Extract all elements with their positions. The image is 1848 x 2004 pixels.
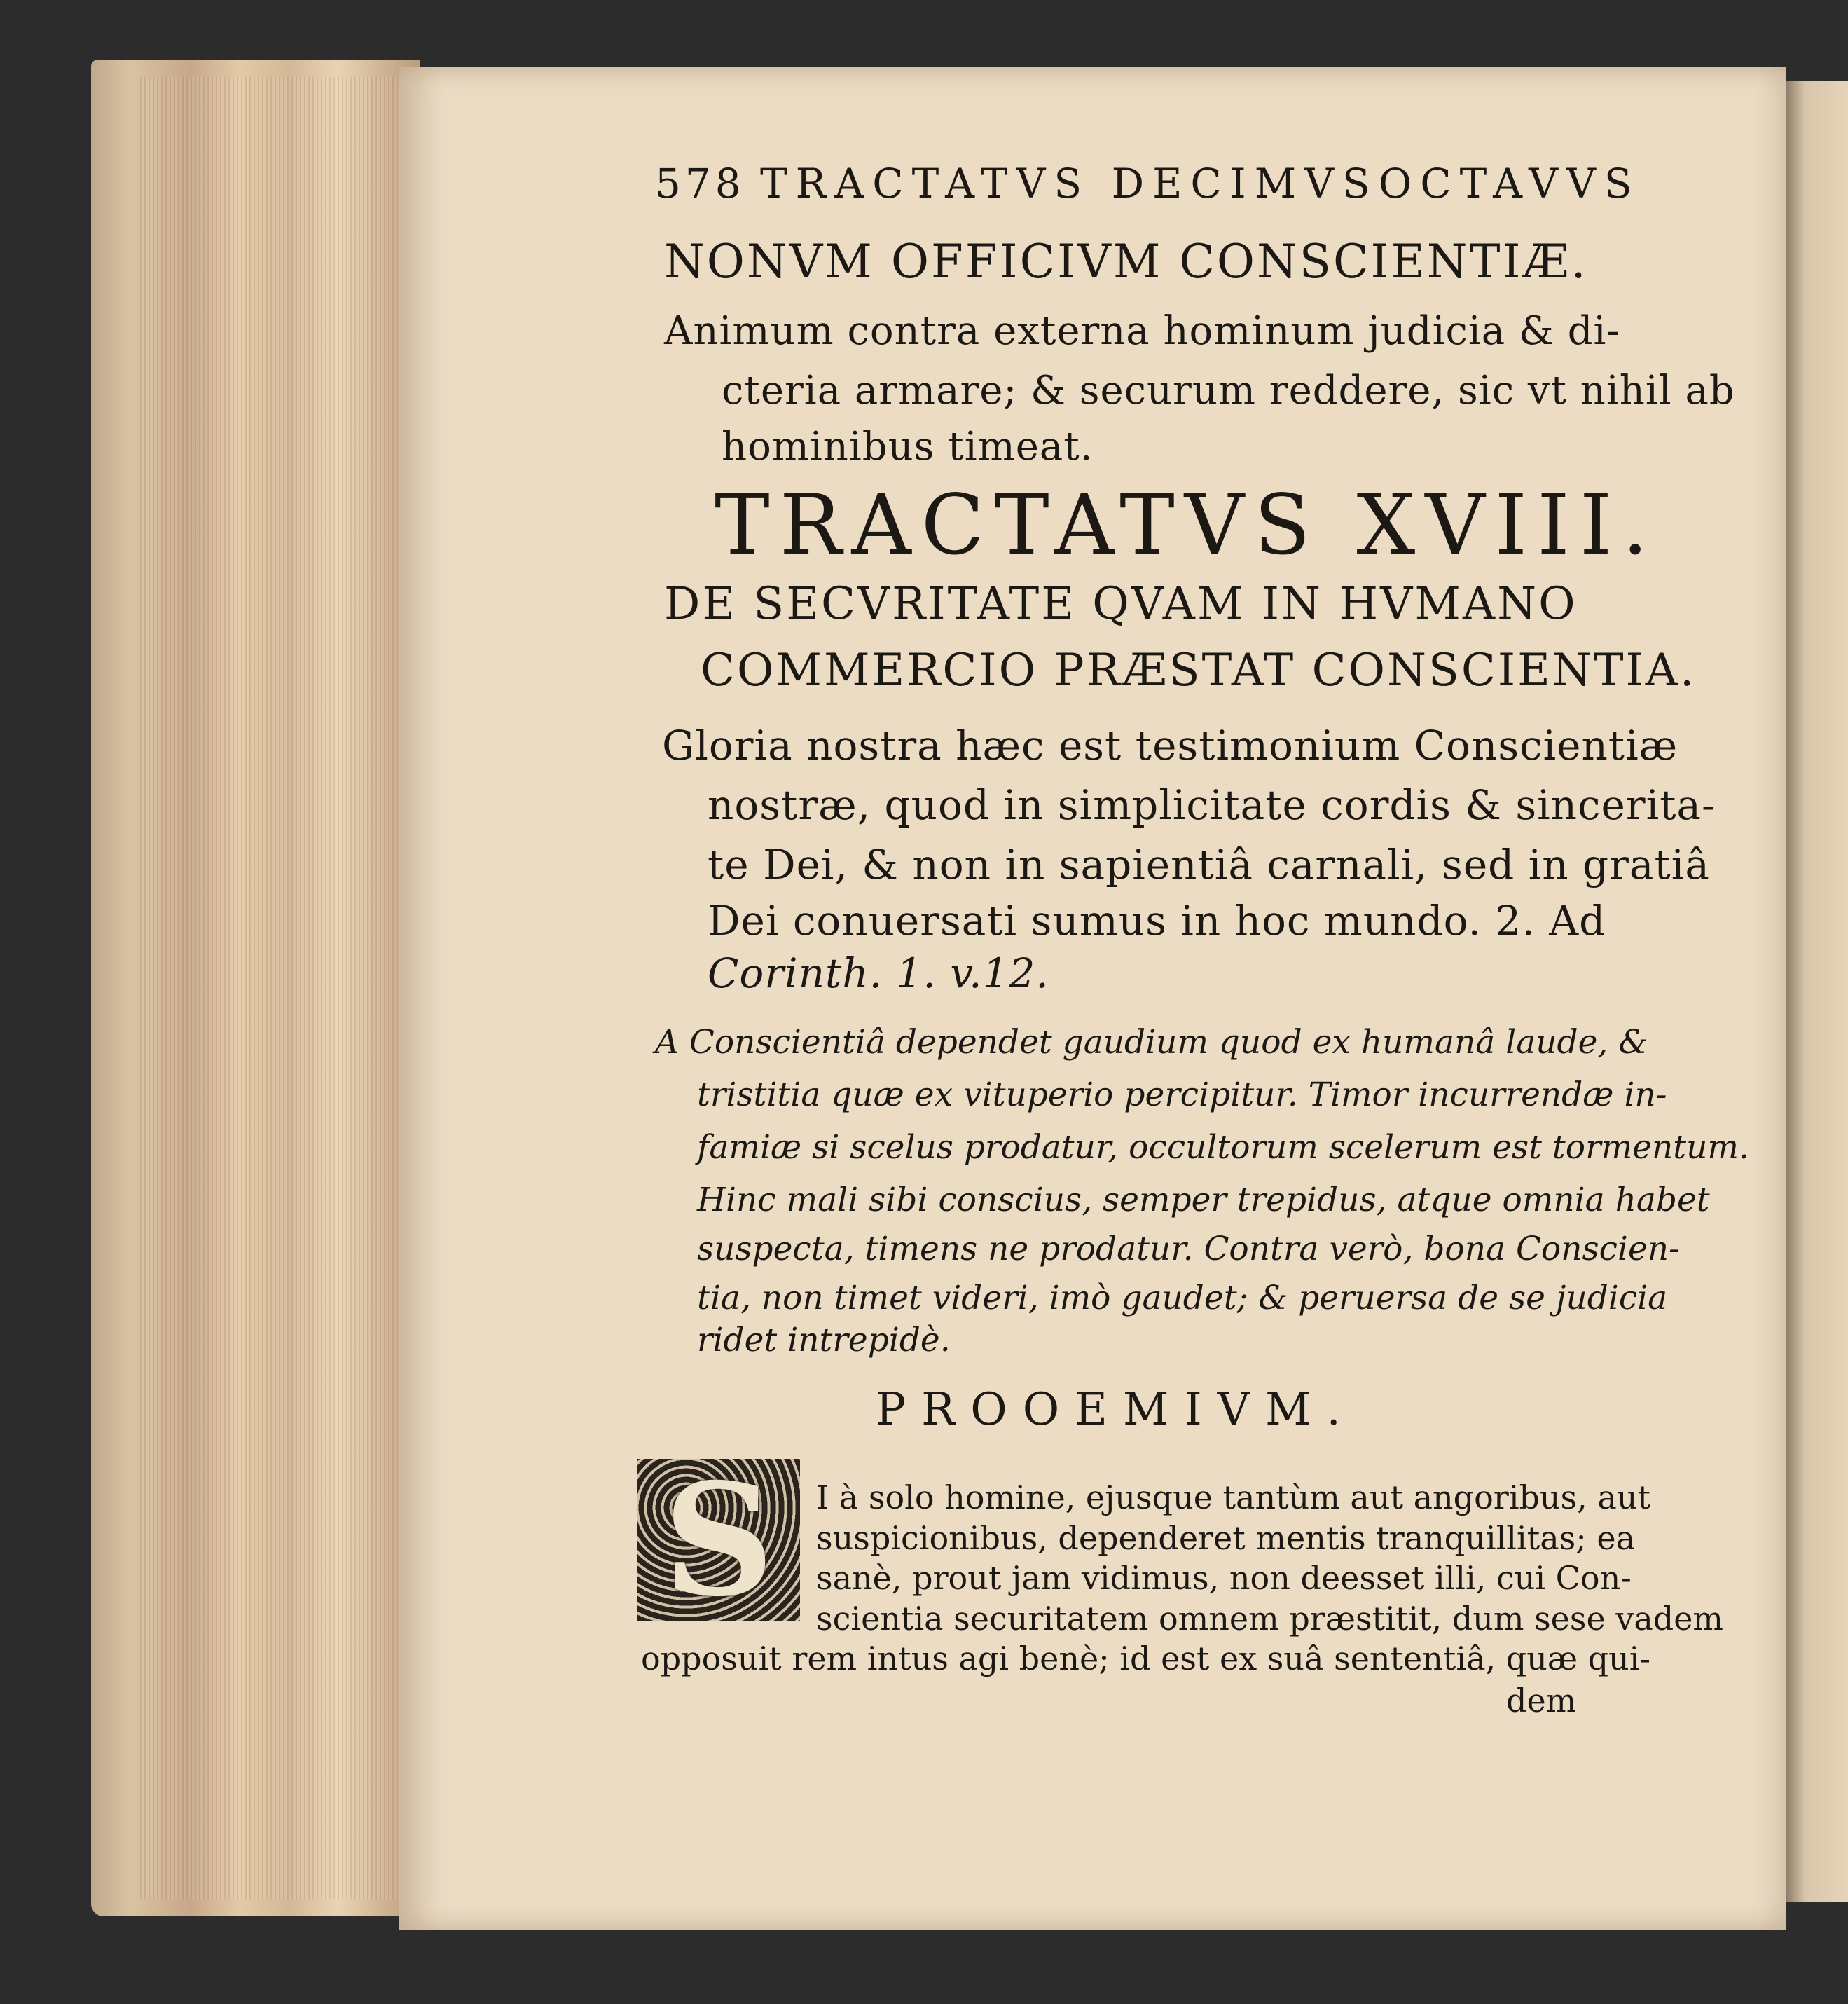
body-line: scientia securitatem omnem præstitit, dum sese vadem <box>816 1600 1724 1638</box>
tractatus-title: TRACTATVS XVIII. <box>715 476 1658 573</box>
tractatus-subtitle-line: DE SECVRITATE QVAM IN HVMANO <box>664 578 1578 630</box>
summary-line: ridet intrepidè. <box>697 1321 951 1359</box>
summary-line: famiæ si scelus prodatur, occultorum scelerum est tormentum. <box>697 1128 1749 1167</box>
section-lead-line: cteria armare; & securum reddere, sic vt nihil ab <box>722 368 1735 413</box>
summary-line: suspecta, timens ne prodatur. Contra verò, bona Conscien- <box>697 1230 1680 1268</box>
summary-line: tristitia quæ ex vituperio percipitur. Timor incurrendæ in- <box>697 1076 1667 1114</box>
body-line: suspicionibus, dependeret mentis tranquillitas; ea <box>816 1519 1636 1557</box>
quote-line: Dei conuersati sumus in hoc mundo. 2. Ad <box>708 897 1606 945</box>
catchword: dem <box>1506 1682 1577 1720</box>
body-line: opposuit rem intus agi benè; id est ex suâ sententiâ, quæ qui- <box>641 1640 1651 1677</box>
dropcap-letter: S <box>663 1449 775 1631</box>
page-edges <box>140 77 399 1899</box>
dropcap-initial <box>637 1449 800 1631</box>
summary-line: A Conscientiâ dependet gaudium quod ex humanâ laude, & <box>655 1023 1648 1062</box>
quote-line: te Dei, & non in sapientiâ carnali, sed in gratiâ <box>708 841 1710 888</box>
summary-line: tia, non timet videri, imò gaudet; & peruersa de se judicia <box>697 1279 1668 1317</box>
body-line: I à solo homine, ejusque tantùm aut angoribus, aut <box>816 1478 1650 1516</box>
facing-page-edge <box>1786 81 1848 1902</box>
body-line: sanè, prout jam vidimus, non deesset illi, cui Con- <box>816 1559 1632 1597</box>
summary-line: Hinc mali sibi conscius, semper trepidus, atque omnia habet <box>697 1181 1710 1219</box>
section-heading: NONVM OFFICIVM CONSCIENTIÆ. <box>664 235 1588 289</box>
quote-line: nostræ, quod in simplicitate cordis & sincerita- <box>708 781 1716 829</box>
page-number: 578 <box>655 160 745 207</box>
running-head-title: TRACTATVS DECIMVSOCTAVVS <box>760 160 1641 207</box>
quote-line: Gloria nostra hæc est testimonium Conscientiæ <box>662 722 1678 769</box>
prooemium-heading: PROOEMIVM. <box>876 1384 1356 1436</box>
section-lead-line: Animum contra externa hominum judicia & di- <box>664 308 1621 354</box>
tractatus-subtitle-line: COMMERCIO PRÆSTAT CONSCIENTIA. <box>701 645 1697 696</box>
section-lead-line: hominibus timeat. <box>722 424 1094 469</box>
quote-citation: Corinth. 1. v.12. <box>708 949 1049 997</box>
